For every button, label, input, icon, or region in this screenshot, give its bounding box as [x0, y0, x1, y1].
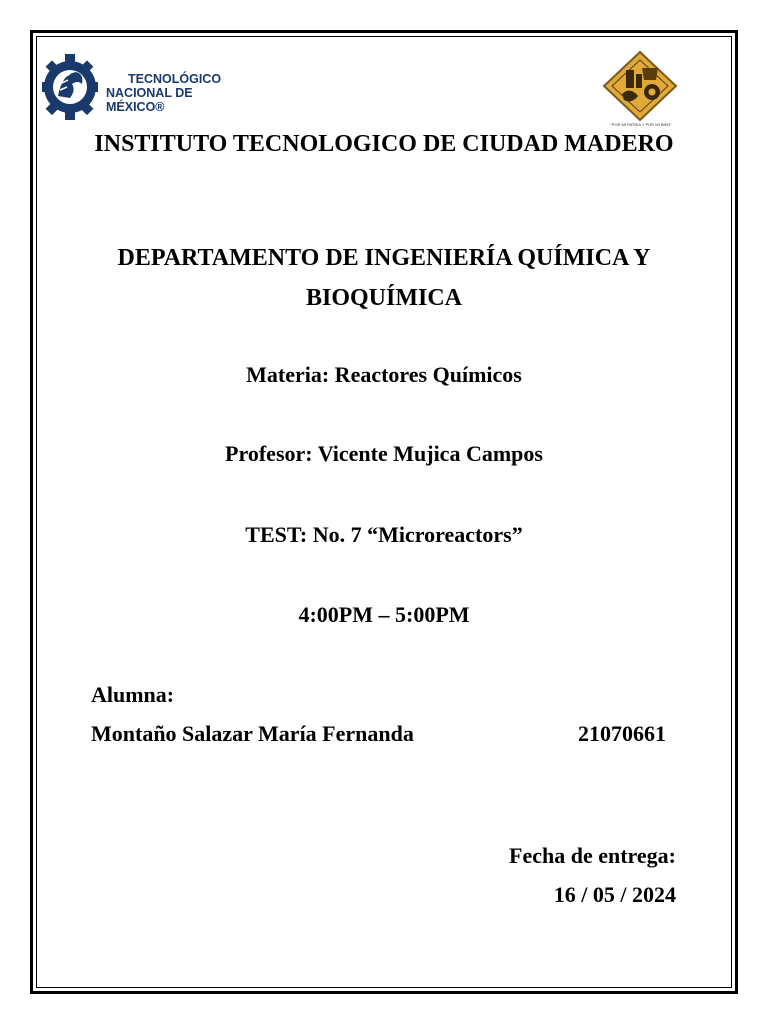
test-line: TEST: No. 7 “Microreactors” [245, 522, 523, 547]
subject-line: Materia: Reactores Químicos [246, 362, 522, 387]
itcm-seal-logo [600, 50, 680, 132]
itcm-motto: "POR MI PATRIA Y POR MI BIEN" [610, 122, 672, 127]
delivery-date: 16 / 05 / 2024 [553, 882, 676, 907]
tecnm-logo [40, 44, 240, 130]
time-line: 4:00PM – 5:00PM [298, 602, 470, 627]
professor-line: Profesor: Vicente Mujica Campos [225, 441, 543, 466]
itcm-shield-icon [600, 50, 680, 122]
student-name: Montaño Salazar María Fernanda [91, 721, 414, 746]
institute-title: INSTITUTO TECNOLOGICO DE CIUDAD MADERO [94, 131, 674, 157]
department-title: DEPARTAMENTO DE INGENIERÍA QUÍMICA Y BIOQUÍMICA [117, 245, 651, 311]
delivery-date-label: Fecha de entrega: [509, 843, 676, 868]
tecnm-wordmark [106, 72, 240, 114]
tecnm-wordmark-line2: NACIONAL DE MÉXICO® [106, 86, 193, 114]
tecnm-wordmark-line1: TECNOLÓGICO [128, 72, 222, 86]
tecnm-gear-icon [40, 44, 102, 130]
student-label: Alumna: [91, 682, 175, 707]
student-id: 21070661 [578, 721, 666, 746]
